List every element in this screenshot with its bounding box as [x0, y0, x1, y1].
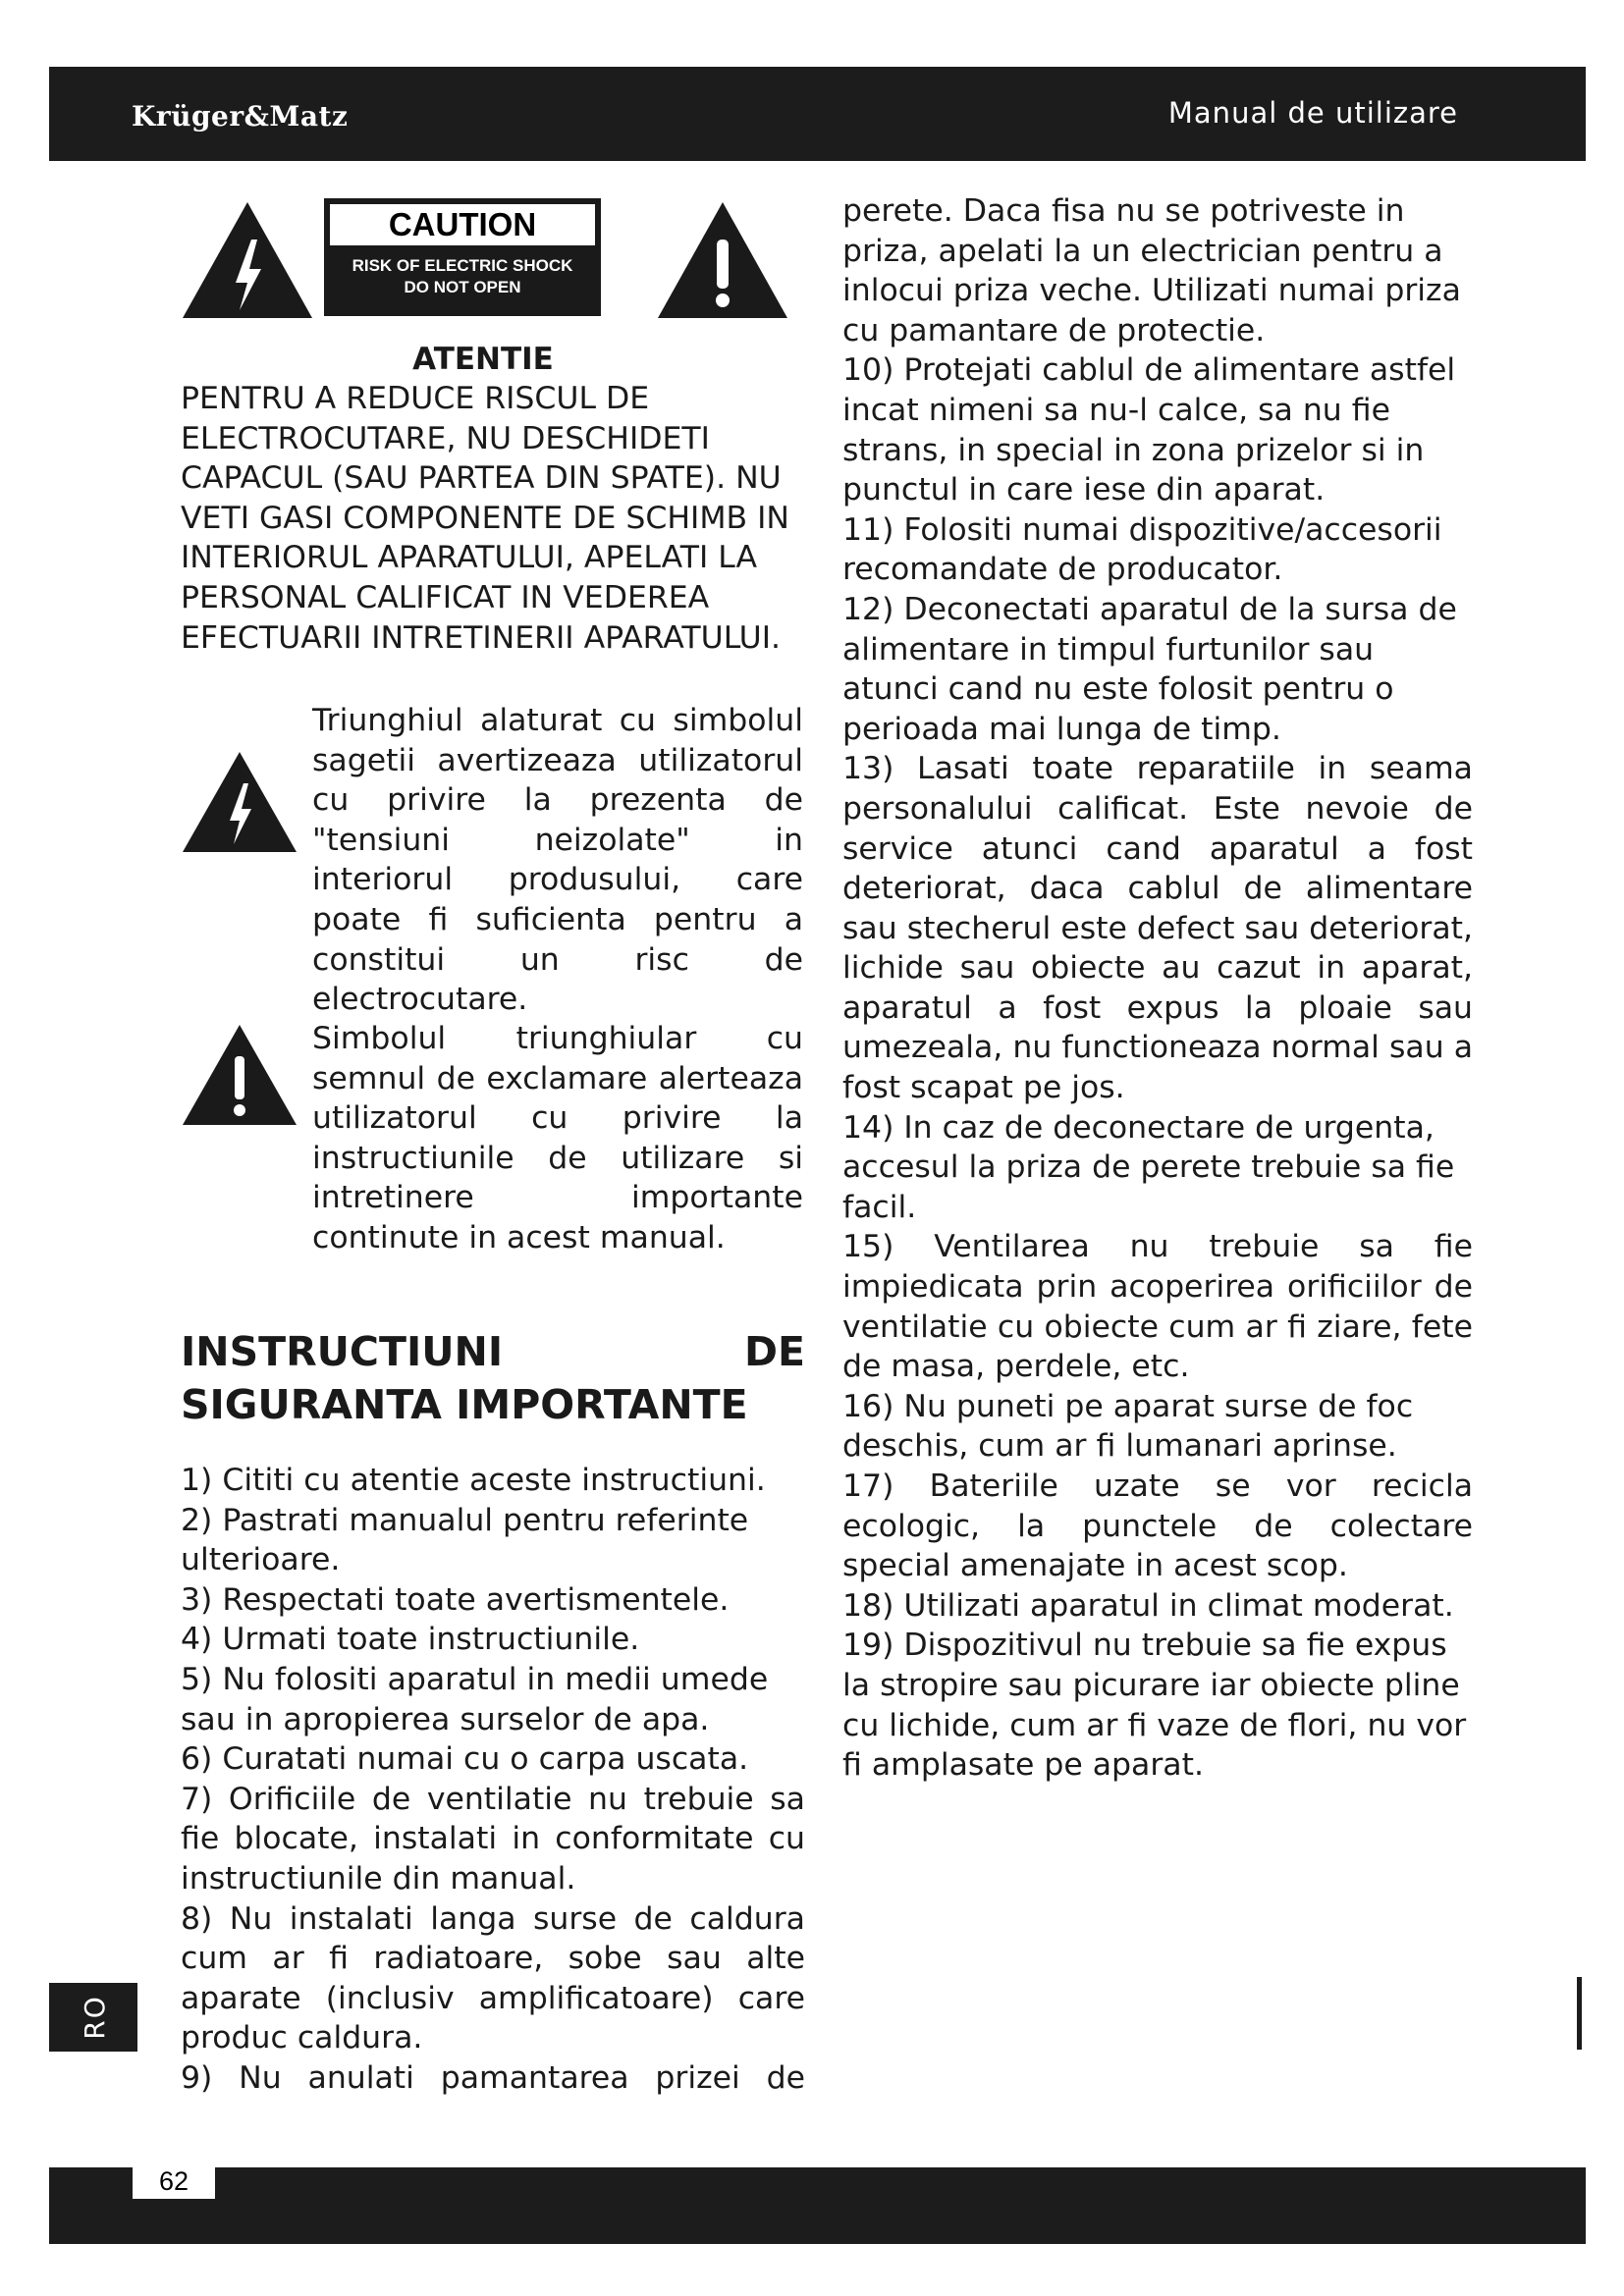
list-item: 5) Nu folositi aparatul in medii umede sau in apropierea surselor de apa. — [181, 1661, 769, 1737]
caution-subtext — [324, 255, 601, 298]
symbol-explanation-exclamation — [181, 1015, 805, 1260]
list-item: 15) Ventilarea nu trebuie sa fie impiedicata prin acoperirea orificiilor de ventilatie cu obiecte cum ar fi ziare, fete de masa, perdele, etc. — [842, 1229, 1473, 1385]
lightning-symbol-text: Triunghiul alaturat cu simbolul sagetii avertizeaza utilizatorul cu privire la prezenta de "tensiuni neizolate" in interiorul produsului, care poate fi suficienta pentru a constitui un risc de electrocutare. — [312, 703, 803, 1018]
manual-title: Manual de utilizare — [1167, 96, 1458, 130]
exclamation-symbol-text: Simbolul triunghiular cu semnul de exclamare alerteaza utilizatorul cu privire la instructiunile de utilizare si intretinere importante continute in acest manual. — [312, 1021, 803, 1255]
list-item: 9) Nu anulati pamantarea prizei de — [181, 2059, 805, 2096]
list-item: 13) Lasati toate reparatiile in seama personalului calificat. Este nevoie de service atunci cand aparatul a fost deteriorat, daca cablul de alimentare sau stecherul este defect sau deteriorat, lichide sau obiecte au cazut in aparat, aparatul a fost expus la ploaie sau umezeala, nu functioneaza normal sau a fost scapat pe jos. — [842, 751, 1473, 1106]
page-number: 62 — [133, 2163, 215, 2199]
list-item: 7) Orificiile de ventilatie nu trebuie sa fie blocate, instalati in conformitate cu instructiunile din manual. — [181, 1781, 805, 1896]
list-item: 2) Pastrati manualul pentru referinte ulterioare. — [181, 1502, 749, 1578]
list-item: 18) Utilizati aparatul in climat moderat. — [842, 1587, 1454, 1624]
list-item: 1) Cititi cu atentie aceste instructiuni. — [181, 1463, 766, 1498]
side-marker — [1577, 1977, 1582, 2050]
list-item: 6) Curatati numai cu o carpa uscata. — [181, 1741, 749, 1778]
caution-banner — [181, 196, 785, 324]
section-title-line-2: SIGURANTA IMPORTANTE — [181, 1381, 748, 1428]
caution-line-1: RISK OF ELECTRIC SHOCK — [352, 256, 573, 275]
list-item: 4) Urmati toate instructiunile. — [181, 1622, 640, 1658]
list-item: 19) Dispozitivul nu trebuie sa fie expus la stropire sau picurare iar obiecte pline cu lichide, cum ar fi vaze de flori, nu vor fi amplasate pe aparat. — [842, 1628, 1467, 1784]
list-item: perete. Daca fisa nu se potriveste in priza, apelati la un electrician pentru a inlocui priza veche. Utilizati numai priza cu pamantare de protectie. — [842, 193, 1461, 348]
list-item: 10) Protejati cablul de alimentare astfel incat nimeni sa nu-l calce, sa nu fie strans, in special in zona prizelor si in punctul in care iese din aparat. — [842, 352, 1456, 508]
caution-heading: CAUTION — [330, 204, 595, 245]
symbol-explanation-lightning — [181, 695, 805, 1018]
section-title — [181, 1325, 805, 1431]
instructions-list-left — [181, 1461, 805, 2099]
lightning-triangle-icon — [181, 200, 314, 320]
list-item: 8) Nu instalati langa surse de caldura cum ar fi radiatoare, sobe sau alte aparate (inclusiv amplificatoare) care produc caldura. — [181, 1900, 805, 2056]
exclamation-triangle-icon — [656, 200, 789, 320]
instructions-list-right — [842, 191, 1473, 1786]
list-item: 16) Nu puneti pe aparat surse de foc deschis, cum ar fi lumanari aprinse. — [842, 1388, 1414, 1465]
atentie-warning-text: PENTRU A REDUCE RISCUL DE ELECTROCUTARE, NU DESCHIDETI CAPACUL (SAU PARTEA DIN SPATE). NU VETI GASI COMPONENTE DE SCHIMB IN INTERIORUL APARATULUI, APELATI LA PERSONAL CALIFICAT IN VEDEREA EFECTUARII INTRETINERII APARATULUI. — [181, 381, 789, 656]
caution-line-2: DO NOT OPEN — [404, 278, 521, 296]
section-title-word-1: INSTRUCTIUNI — [181, 1328, 504, 1375]
header-bar — [49, 67, 1586, 161]
section-title-line-1 — [181, 1325, 805, 1378]
atentie-title: ATENTIE — [412, 342, 554, 377]
brand-logo: Krüger&Matz — [132, 100, 349, 133]
caution-label — [324, 198, 601, 316]
list-item: 3) Respectati toate avertismentele. — [181, 1581, 730, 1618]
footer-bar — [49, 2167, 1586, 2244]
list-item: 14) In caz de deconectare de urgenta, accesul la priza de perete trebuie sa fie facil. — [842, 1109, 1455, 1225]
list-item: 12) Deconectati aparatul de la sursa de alimentare in timpul furtunilor sau atunci cand nu este folosit pentru o perioada mai lunga de timp. — [842, 591, 1457, 747]
lightning-triangle-icon — [181, 750, 298, 854]
language-tab — [49, 1983, 137, 2052]
section-title-word-2: DE — [743, 1328, 805, 1375]
list-item: 17) Bateriile uzate se vor recicla ecologic, la punctele de colectare special amenajate in acest scop. — [842, 1468, 1473, 1584]
language-label: RO — [78, 1995, 111, 2040]
list-item: 11) Folositi numai dispozitive/accesorii recomandate de producator. — [842, 511, 1442, 588]
exclamation-triangle-icon — [181, 1023, 298, 1127]
